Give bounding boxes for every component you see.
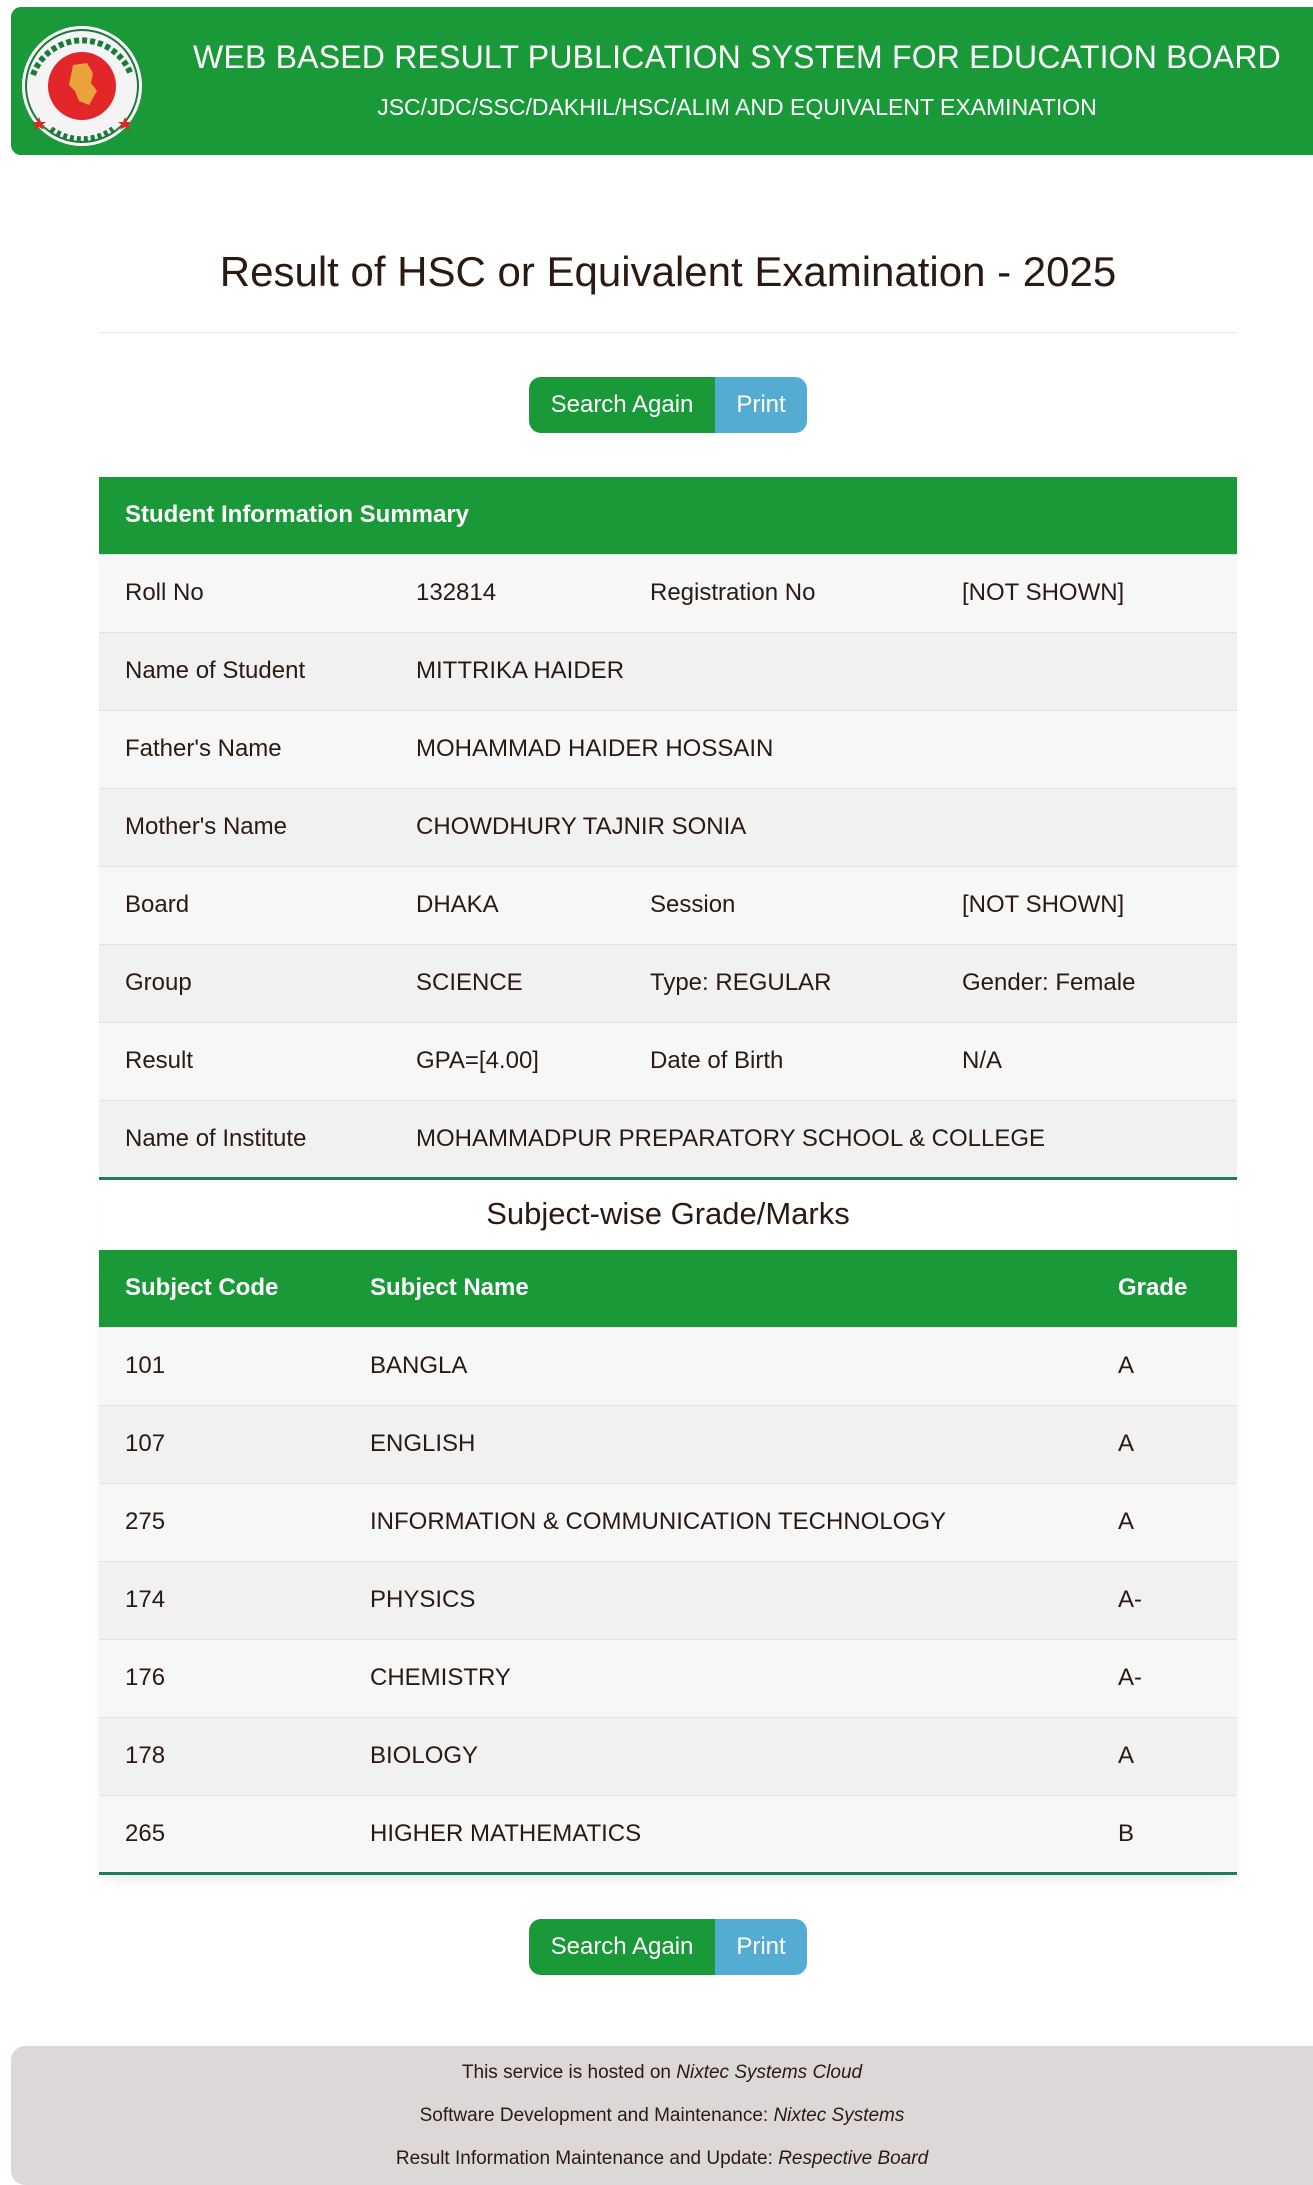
subject-name-header: Subject Name (370, 1274, 529, 1302)
subject-name: INFORMATION & COMMUNICATION TECHNOLOGY (370, 1508, 947, 1535)
subject-name: PHYSICS (370, 1586, 476, 1613)
search-again-button[interactable]: Search Again (529, 377, 715, 433)
marks-section-title: Subject-wise Grade/Marks (99, 1176, 1237, 1252)
print-button[interactable]: Print (715, 377, 807, 433)
table-row (99, 944, 1237, 1022)
hosting-credit (11, 2062, 1313, 2084)
table-row (99, 632, 1237, 710)
maintenance-credit (11, 2148, 1313, 2170)
student-info-table (99, 477, 1237, 1180)
student-info-heading: Student Information Summary (125, 501, 470, 529)
search-again-button[interactable]: Search Again (529, 1919, 715, 1975)
student-name-label: Name of Student (125, 657, 306, 684)
development-credit (11, 2105, 1313, 2127)
table-row (99, 1561, 1237, 1639)
bangladesh-government-seal-icon (21, 25, 143, 147)
mother-name-value: CHOWDHURY TAJNIR SONIA (416, 813, 747, 840)
table-row (99, 554, 1237, 632)
maintenance-credit-provider: Respective Board (778, 2148, 929, 2169)
development-credit-provider: Nixtec Systems (773, 2105, 905, 2126)
institute-label: Name of Institute (125, 1124, 307, 1152)
site-footer (11, 2046, 1313, 2185)
result-value: GPA=[4.00] (416, 1047, 539, 1074)
subject-code: 174 (125, 1586, 166, 1613)
hosting-credit-text: This service is hosted on (461, 2062, 677, 2083)
table-row (99, 866, 1237, 944)
table-row (99, 1022, 1237, 1100)
subject-name: HIGHER MATHEMATICS (370, 1819, 642, 1847)
roll-label: Roll No (125, 579, 204, 606)
table-row (99, 788, 1237, 866)
table-row (99, 1405, 1237, 1483)
grade-header: Grade (1118, 1274, 1188, 1302)
table-row (99, 1327, 1237, 1405)
print-button[interactable]: Print (715, 1919, 807, 1975)
student-info-header (99, 477, 1237, 554)
type-value: Type: REGULAR (650, 969, 832, 996)
board-value: DHAKA (416, 891, 499, 918)
subject-grade: A (1118, 1352, 1135, 1379)
subject-name: ENGLISH (370, 1430, 476, 1457)
subject-grade: A- (1118, 1664, 1142, 1691)
registration-label: Registration No (650, 579, 816, 606)
subject-code-header: Subject Code (125, 1274, 279, 1302)
hosting-credit-provider: Nixtec Systems Cloud (676, 2062, 863, 2083)
site-subtitle: JSC/JDC/SSC/DAKHIL/HSC/ALIM AND EQUIVALENT EXAMINATION (377, 94, 1097, 120)
subject-grade: A (1118, 1430, 1135, 1457)
result-label: Result (125, 1047, 194, 1074)
subject-code: 107 (125, 1430, 166, 1457)
subject-code: 265 (125, 1819, 166, 1847)
subject-grade: A (1118, 1742, 1135, 1769)
gender-value: Gender: Female (962, 969, 1136, 996)
father-name-value: MOHAMMAD HAIDER HOSSAIN (416, 735, 774, 762)
subject-grade: B (1118, 1819, 1135, 1847)
development-credit-text: Software Development and Maintenance: (419, 2105, 774, 2126)
roll-value: 132814 (416, 579, 497, 606)
board-label: Board (125, 891, 190, 918)
site-header (11, 7, 1313, 155)
mother-name-label: Mother's Name (125, 813, 287, 840)
session-label: Session (650, 891, 736, 918)
subject-code: 101 (125, 1352, 166, 1379)
institute-value: MOHAMMADPUR PREPARATORY SCHOOL & COLLEGE (416, 1124, 1046, 1152)
subject-name: CHEMISTRY (370, 1664, 511, 1691)
marks-header-row (99, 1250, 1237, 1327)
student-name-value: MITTRIKA HAIDER (416, 657, 625, 684)
session-value: [NOT SHOWN] (962, 891, 1125, 918)
bottom-button-group (529, 1919, 807, 1975)
table-row (99, 1795, 1237, 1873)
maintenance-credit-text: Result Information Maintenance and Update: (395, 2148, 779, 2169)
table-row (99, 1100, 1237, 1178)
subject-grade: A- (1118, 1586, 1142, 1613)
registration-value: [NOT SHOWN] (962, 579, 1125, 606)
subject-code: 275 (125, 1508, 166, 1535)
group-value: SCIENCE (416, 969, 523, 996)
subject-name: BIOLOGY (370, 1742, 479, 1769)
marks-table (99, 1250, 1237, 1875)
dob-label: Date of Birth (650, 1047, 784, 1074)
subject-code: 176 (125, 1664, 166, 1691)
table-row (99, 1717, 1237, 1795)
table-row (99, 1483, 1237, 1561)
top-button-group (529, 377, 807, 433)
table-row (99, 710, 1237, 788)
table-row (99, 1639, 1237, 1717)
page-title: Result of HSC or Equivalent Examination - 2025 (219, 248, 1117, 295)
subject-name: BANGLA (370, 1352, 468, 1379)
title-divider (99, 332, 1237, 333)
site-title: WEB BASED RESULT PUBLICATION SYSTEM FOR EDUCATION BOARD (193, 39, 1281, 75)
subject-code: 178 (125, 1742, 166, 1769)
dob-value: N/A (962, 1047, 1003, 1074)
subject-grade: A (1118, 1508, 1135, 1535)
father-name-label: Father's Name (125, 735, 282, 762)
group-label: Group (125, 969, 192, 996)
